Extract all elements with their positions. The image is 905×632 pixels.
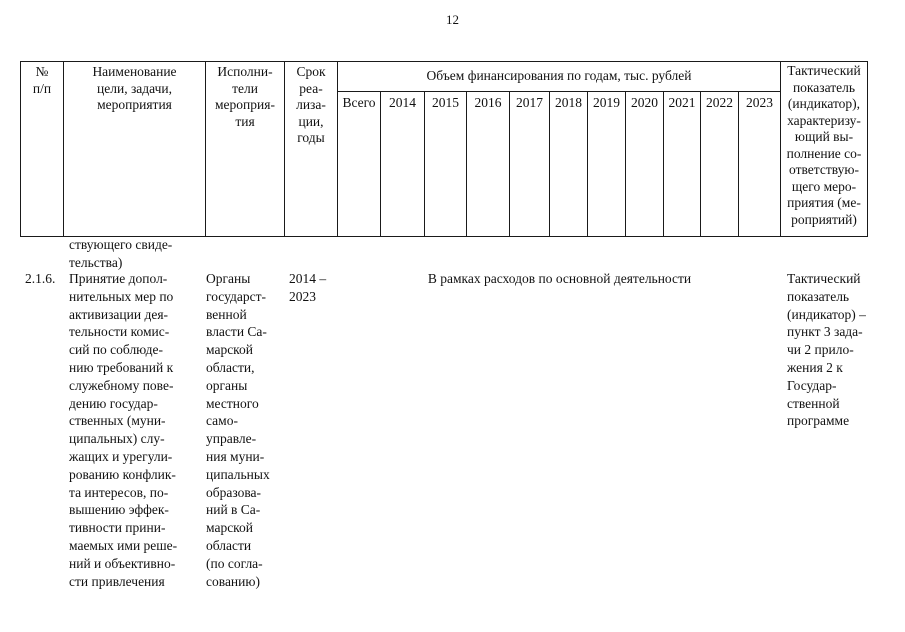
row-term: 2014 – 2023 — [289, 271, 327, 304]
page-number: 12 — [446, 12, 459, 27]
row-name: Принятие допол- нительных мер по активизации дея- тельности комис- сий по соблюде- нию требований к служебному пове- дению государ- ственных (муни- ципальных) слу- жащих и урегули- рованию конфлик- та интересов, по- вышению эффек- тивности прини- маемых ими реше- ний и объективно- сти привлечения — [69, 271, 178, 589]
header-year: 2020 — [626, 92, 664, 237]
header-financing: Объем финансирования по годам, тыс. рублей — [338, 62, 781, 92]
header-executor: Исполни- тели мероприя- тия — [206, 62, 285, 237]
header-indicator: Тактический показатель (индикатор), характеризу- ющий вы- полнение со- ответствую- щего меро- приятия (ме- роприятий) — [781, 62, 868, 237]
header-year: 2018 — [550, 92, 588, 237]
header-year: 2017 — [510, 92, 550, 237]
header-year: 2015 — [425, 92, 467, 237]
header-total: Всего — [338, 92, 381, 237]
header-year: 2014 — [381, 92, 425, 237]
name-continuation: ствующего свиде- тельства) — [69, 237, 173, 270]
header-num: № п/п — [21, 62, 64, 237]
header-term: Срок реа- лиза- ции, годы — [285, 62, 338, 237]
row-financing: В рамках расходов по основной деятельности — [427, 271, 692, 286]
row-indicator: Тактический показатель (индикатор) – пункт 3 зада- чи 2 прило- жения 2 к Государ- ственной программе — [787, 271, 866, 429]
header-name: Наименование цели, задачи, мероприятия — [64, 62, 206, 237]
row-number: 2.1.6. — [25, 271, 56, 286]
header-year: 2022 — [701, 92, 739, 237]
header-year: 2023 — [739, 92, 781, 237]
header-year: 2021 — [664, 92, 701, 237]
header-year: 2016 — [467, 92, 510, 237]
header-year: 2019 — [588, 92, 626, 237]
table-header — [20, 61, 868, 237]
row-executor: Органы государст- венной власти Са- марской области, органы местного само- управле- ния муни- ципальных образова- ний в Са- марской области (по согла- сованию) — [206, 271, 270, 589]
